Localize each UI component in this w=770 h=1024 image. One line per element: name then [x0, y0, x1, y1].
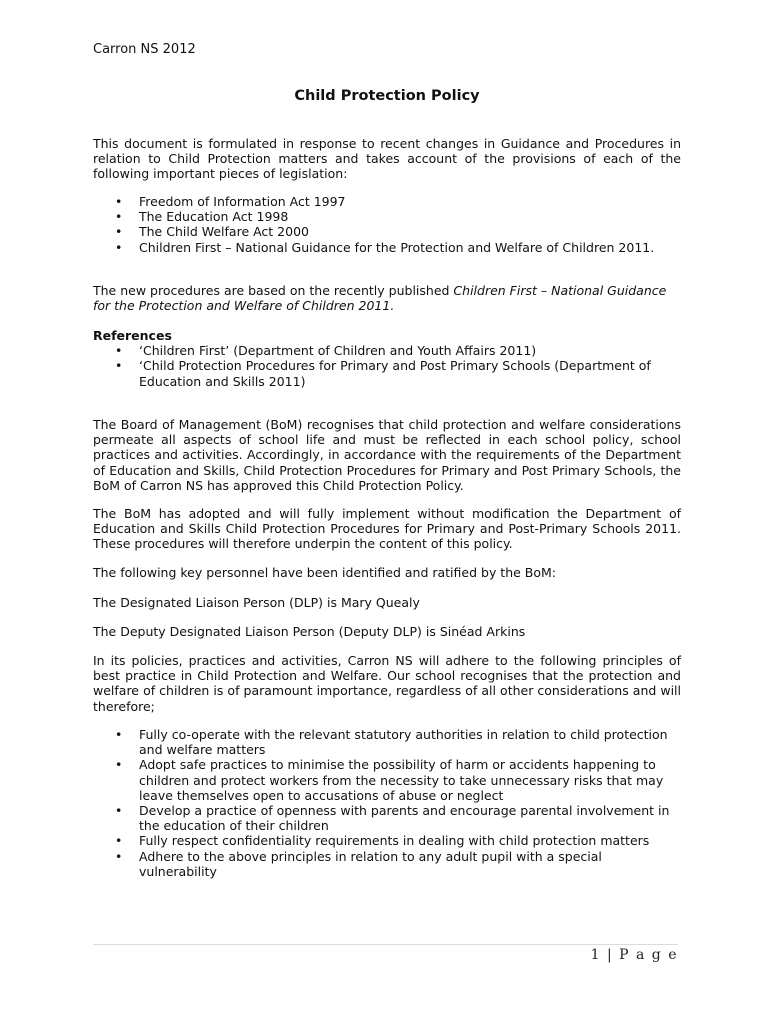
list-item: • ‘Child Protection Procedures for Primary and Post Primary Schools (Department of Education and Skills 2011) [93, 358, 681, 388]
page-header: Carron NS 2012 [93, 42, 196, 57]
list-item: • Develop a practice of openness with parents and encourage parental involvement in the education of their children [93, 803, 681, 833]
list-item: • Freedom of Information Act 1997 [93, 194, 681, 209]
page-number: 1 [590, 947, 601, 963]
dlp-line: The Designated Liaison Person (DLP) is Mary Quealy [93, 595, 420, 610]
document-title: Child Protection Policy [294, 88, 480, 104]
procedures-paragraph [93, 283, 681, 313]
procedures-italic: Children First – National Guidance for the Protection and Welfare of Children 2011. [93, 283, 667, 314]
list-item: • Adhere to the above principles in relation to any adult pupil with a special vulnerability [93, 849, 681, 879]
page-label: P a g e [619, 947, 678, 963]
principles-list [93, 727, 681, 879]
footer-divider [93, 944, 678, 945]
page-separator: | [606, 947, 614, 963]
references-section [93, 328, 681, 389]
bom-paragraph: The Board of Management (BoM) recognises that child protection and welfare considerations permeate all aspects of school life and must be reflected in each school policy, school practices and activities. Accordingly, in accordance with the requirements of the Department of Education and Skills, Child Protection Procedures for Primary and Post Primary Schools, the BoM of Carron NS has approved this Child Protection Policy. [93, 417, 681, 493]
adopted-paragraph: The BoM has adopted and will fully implement without modification the Department of Education and Skills Child Protection Procedures for Primary and Post-Primary Schools 2011. These procedures will therefore underpin the content of this policy. [93, 506, 681, 552]
list-item: • The Education Act 1998 [93, 209, 681, 224]
references-heading: References [93, 328, 172, 343]
deputy-dlp-line: The Deputy Designated Liaison Person (Deputy DLP) is Sinéad Arkins [93, 624, 526, 639]
principles-paragraph: In its policies, practices and activities, Carron NS will adhere to the following principles of best practice in Child Protection and Welfare. Our school recognises that the protection and welfare of children is of paramount importance, regardless of all other considerations and will therefore; [93, 653, 681, 714]
list-item: • Fully co-operate with the relevant statutory authorities in relation to child protection and welfare matters [93, 727, 681, 757]
list-item: • Children First – National Guidance for the Protection and Welfare of Children 2011. [93, 240, 681, 255]
list-item: • ‘Children First’ (Department of Children and Youth Affairs 2011) [93, 343, 681, 358]
list-item: • Adopt safe practices to minimise the possibility of harm or accidents happening to children and protect workers from the necessity to take unnecessary risks that may leave themselves open to accusations of abuse or neglect [93, 757, 681, 803]
page-footer [591, 947, 678, 963]
personnel-paragraph: The following key personnel have been identified and ratified by the BoM: [93, 565, 557, 580]
legislation-list [93, 194, 681, 255]
procedures-lead: The new procedures are based on the recently published [93, 283, 454, 298]
intro-paragraph: This document is formulated in response to recent changes in Guidance and Procedures in relation to Child Protection matters and takes account of the provisions of each of the following important pieces of legislation: [93, 136, 681, 182]
list-item: • Fully respect confidentiality requirements in dealing with child protection matters [93, 833, 681, 848]
references-list [93, 343, 681, 389]
list-item: • The Child Welfare Act 2000 [93, 224, 681, 239]
